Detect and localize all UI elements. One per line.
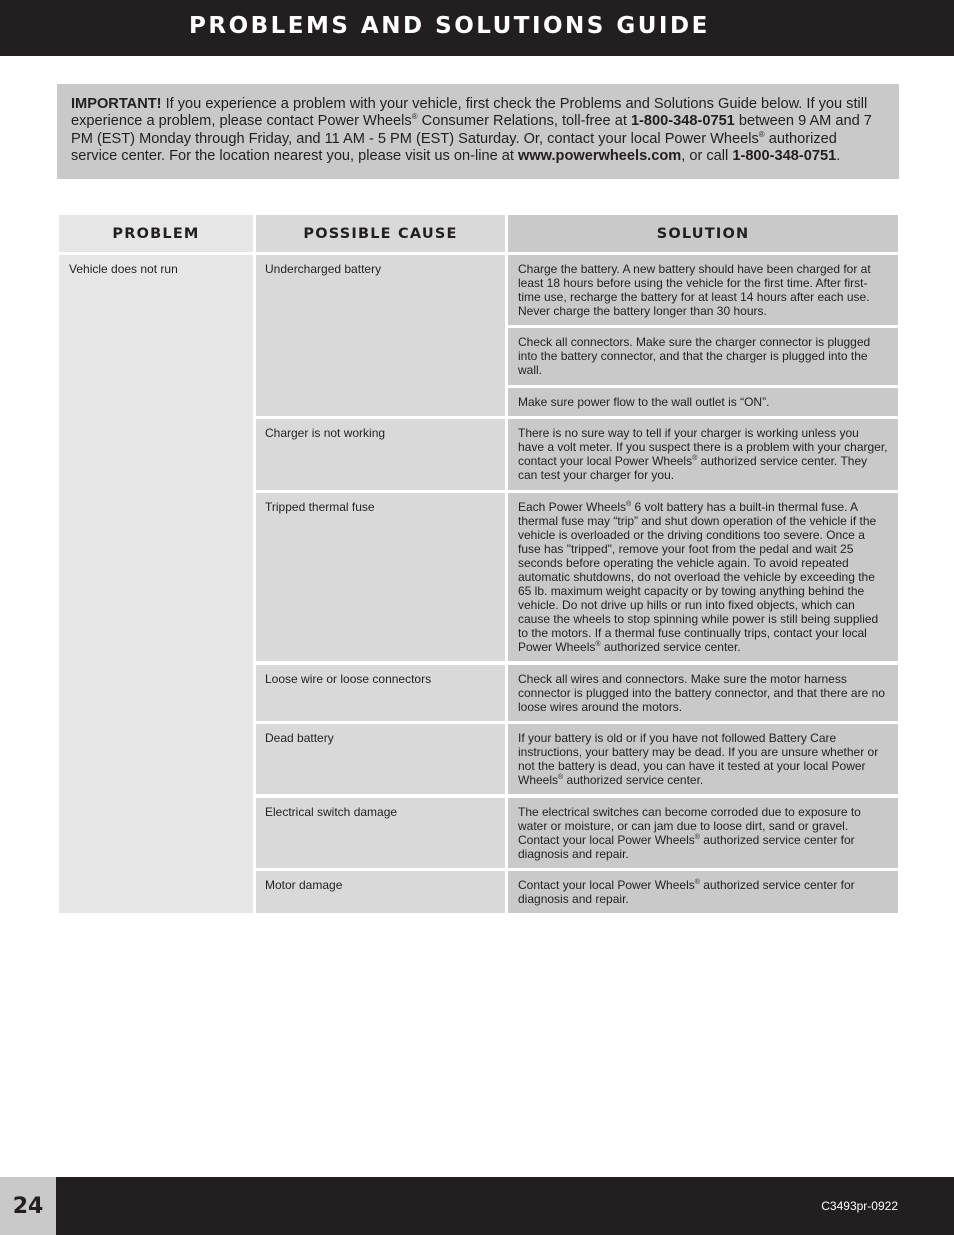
solution-cell: Check all wires and connectors. Make sure the motor harness connector is plugged into the battery connector, and that there are no loose wires around the motors. — [508, 665, 898, 721]
solution-cell — [508, 798, 898, 868]
page-title: PROBLEMS AND SOLUTIONS GUIDE — [189, 13, 710, 39]
header-problem: PROBLEM — [59, 215, 253, 252]
problem-cell: Vehicle does not run — [59, 255, 253, 913]
registered-mark: ® — [411, 112, 418, 122]
important-label: IMPORTANT! — [71, 96, 162, 112]
important-text-2: Consumer Relations, toll-free at — [417, 113, 631, 130]
important-text-6: . — [836, 147, 841, 164]
important-text-1: If you experience a problem with your vehicle, first check the Problems and Solutions Guide below. If you still experience a problem, please contact Power Wheels — [71, 96, 868, 130]
solution-text: authorized service center for diagnosis and repair. — [518, 878, 855, 906]
solution-cell: Make sure power flow to the wall outlet is “ON”. — [508, 388, 898, 416]
solution-text: Each Power Wheels — [518, 500, 627, 514]
cause-cell: Dead battery — [256, 724, 505, 794]
solution-text: authorized service center. They can test your charger for you. — [518, 454, 868, 482]
registered-mark: ® — [595, 641, 601, 648]
important-text-3: between 9 AM and 7 PM (EST) Monday through Friday, and 11 AM - 5 PM (EST) Saturday. Or, contact your local Power Wheels — [71, 113, 872, 147]
solution-text: The electrical switches can become corroded due to exposure to water or moisture, or can jam due to loose dirt, sand or gravel. Contact your local Power Wheels — [518, 805, 861, 847]
cause-cell: Tripped thermal fuse — [256, 493, 505, 661]
document-code: C3493pr-0922 — [821, 1199, 898, 1213]
cause-cell: Charger is not working — [256, 419, 505, 490]
solution-text: If your battery is old or if you have not followed Battery Care instructions, your battery may be dead. If you are unsure whether or not the battery is dead, you can have it tested at your local Power Wheels — [518, 731, 879, 787]
solution-cell — [508, 871, 898, 913]
solution-cell — [508, 724, 898, 794]
website-link[interactable]: www.powerwheels.com — [517, 147, 682, 164]
page-header — [0, 0, 954, 56]
registered-mark: ® — [692, 455, 698, 462]
phone-number: 1-800-348-0751 — [732, 147, 837, 164]
solution-cell — [508, 419, 898, 490]
registered-mark: ® — [694, 879, 700, 886]
solution-text: Contact your local Power Wheels — [518, 878, 695, 892]
header-possible-cause: POSSIBLE CAUSE — [256, 215, 505, 252]
cause-cell: Electrical switch damage — [256, 798, 505, 868]
solution-cell: Check all connectors. Make sure the charger connector is plugged into the battery connector, and that the charger is plugged into the wall. — [508, 328, 898, 385]
phone-number: 1-800-348-0751 — [630, 113, 735, 130]
registered-mark: ® — [758, 129, 765, 139]
solution-text: There is no sure way to tell if your charger is working unless you have a volt meter. If you suspect there is a problem with your charger, contact your local Power Wheels — [518, 426, 888, 468]
page-footer — [0, 1177, 954, 1235]
page-number: 24 — [0, 1177, 56, 1235]
important-text-5: , or call — [681, 147, 733, 164]
cause-cell: Undercharged battery — [256, 255, 505, 416]
solution-text: authorized service center. — [563, 773, 704, 787]
solution-cell: Charge the battery. A new battery should have been charged for at least 18 hours before using the vehicle for the first time. After first-time use, recharge the battery for at least 14 hours after each use. Never charge the battery longer than 30 hours. — [508, 255, 898, 325]
solution-text: authorized service center for diagnosis and repair. — [518, 833, 855, 861]
solution-cell — [508, 493, 898, 661]
registered-mark: ® — [558, 774, 564, 781]
solution-text: authorized service center. — [600, 640, 741, 654]
important-notice — [57, 84, 899, 179]
cause-cell: Loose wire or loose connectors — [256, 665, 505, 721]
header-solution: SOLUTION — [508, 215, 898, 252]
registered-mark: ® — [694, 834, 700, 841]
solution-text: 6 volt battery has a built-in thermal fuse. A thermal fuse may “trip” and shut down operation of the vehicle if the vehicle is overloaded or the driving conditions too severe. Once a fuse has "tripped", remove your foot from the pedal and wait 25 seconds before operating the vehicle again. To avoid repeated automatic shutdowns, do not overload the vehicle by exceeding the 65 lb. maximum weight capacity or by towing anything behind the vehicle. Do not drive up hills or run into fixed objects, which can cause the wheels to stop spinning while power is still being supplied to the motors. If a thermal fuse continually trips, contact your local Power Wheels — [518, 500, 879, 654]
registered-mark: ® — [626, 501, 632, 508]
important-text-4: authorized service center. For the location nearest you, please visit us on-line at — [71, 130, 837, 164]
cause-cell: Motor damage — [256, 871, 505, 913]
